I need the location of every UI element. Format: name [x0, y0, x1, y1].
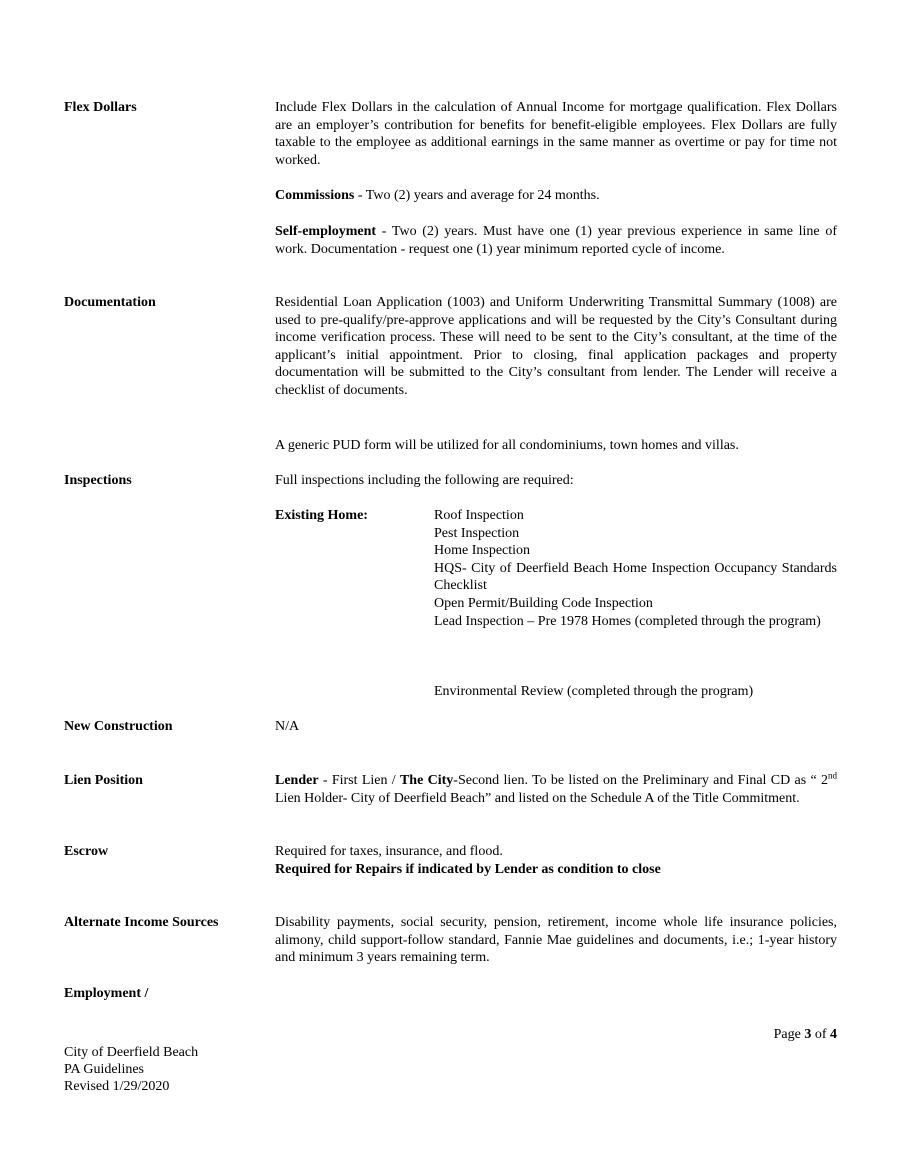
- alternate-income-text: [275, 914, 837, 967]
- environmental-review: Environmental Review (completed through the program): [434, 684, 754, 699]
- self-employment-label: Self-employment: [275, 224, 377, 239]
- list-item: Roof Inspection: [434, 508, 524, 523]
- lien-part2: -Second lien. To be listed on the Preliminary and Final CD as “ 2: [453, 773, 828, 788]
- section-label-flex-dollars: Flex Dollars: [64, 100, 137, 115]
- inspections-intro: Full inspections including the following are required:: [275, 473, 574, 488]
- list-item: Home Inspection: [434, 543, 531, 559]
- escrow-text: [275, 843, 837, 878]
- commissions-label: Commissions: [275, 188, 355, 203]
- section-label-employment: Employment /: [64, 986, 149, 1001]
- section-label-escrow: Escrow: [64, 844, 109, 859]
- page-prefix: Page: [773, 1027, 805, 1042]
- flex-dollars-text: [275, 99, 837, 169]
- new-construction-text: N/A: [275, 719, 300, 734]
- page-number: [774, 1027, 837, 1043]
- flex-dollars-paragraph: Include Flex Dollars in the calculation of Annual Income for mortgage qualification. Flex Dollars are an employer’s contribution for benefits for benefit-eligible employees. Flex Dollars are fully taxable to the employee as additional earnings in the same manner as overtime or pay for time not worked.: [275, 100, 837, 168]
- documentation-text: [275, 294, 837, 400]
- existing-home-label: Existing Home:: [275, 508, 368, 523]
- section-label-new-construction: New Construction: [64, 719, 173, 734]
- city-label: The City: [399, 773, 454, 788]
- commissions-detail: - Two (2) years and average for 24 months.: [354, 188, 600, 203]
- section-label-inspections: Inspections: [64, 473, 132, 488]
- escrow-line1: Required for taxes, insurance, and flood.: [275, 844, 503, 859]
- footer: [64, 1044, 198, 1095]
- alternate-income-paragraph: Disability payments, social security, pension, retirement, income whole life insurance policies, alimony, child support-follow standard, Fannie Mae guidelines and documents, i.e.; 1-year history and minimum 3 years remaining term.: [275, 915, 837, 966]
- section-label-documentation: Documentation: [64, 295, 156, 310]
- lien-part1: - First Lien /: [318, 773, 400, 788]
- page-mid: of: [811, 1027, 830, 1042]
- section-label-lien-position: Lien Position: [64, 773, 143, 788]
- lien-part3: Lien Holder- City of Deerfield Beach” and listed on the Schedule A of the Title Commitment.: [275, 790, 800, 806]
- escrow-line2: Required for Repairs if indicated by Lender as condition to close: [275, 861, 661, 877]
- footer-line2: PA Guidelines: [64, 1062, 144, 1077]
- list-item: Pest Inspection: [434, 525, 520, 541]
- lien-superscript: nd: [828, 770, 837, 781]
- self-employment-detail: - Two (2) years. Must have one (1) year previous experience in same line of work. Documentation - request one (1) year minimum reported cycle of income.: [275, 224, 837, 257]
- documentation-paragraph: Residential Loan Application (1003) and Uniform Underwriting Transmittal Summary (1008) are used to pre-qualify/pre-approve applications and will be requested by the City’s Consultant during income verification process. These will need to be sent to the City’s consultant, at the time of the applicant’s initial appointment. Prior to closing, final application packages and property documentation will be submitted to the City’s consultant from lender. The Lender will receive a checklist of documents.: [275, 295, 837, 398]
- lien-position-text: [275, 772, 837, 807]
- section-label-alternate-income: Alternate Income Sources: [64, 915, 219, 930]
- inspection-list: [434, 507, 837, 630]
- commissions-text: [275, 187, 837, 205]
- list-item: HQS- City of Deerfield Beach Home Inspection Occupancy Standards Checklist: [434, 560, 837, 594]
- lender-label: Lender: [275, 773, 319, 788]
- footer-line1: City of Deerfield Beach: [64, 1045, 199, 1060]
- footer-line3: Revised 1/29/2020: [64, 1079, 170, 1094]
- page-current: 3: [804, 1027, 812, 1042]
- pud-text: A generic PUD form will be utilized for all condominiums, town homes and villas.: [275, 438, 739, 453]
- self-employment-text: [275, 223, 837, 258]
- list-item: Lead Inspection – Pre 1978 Homes (completed through the program): [434, 613, 821, 629]
- page-total: 4: [830, 1027, 837, 1042]
- list-item: Open Permit/Building Code Inspection: [434, 595, 653, 611]
